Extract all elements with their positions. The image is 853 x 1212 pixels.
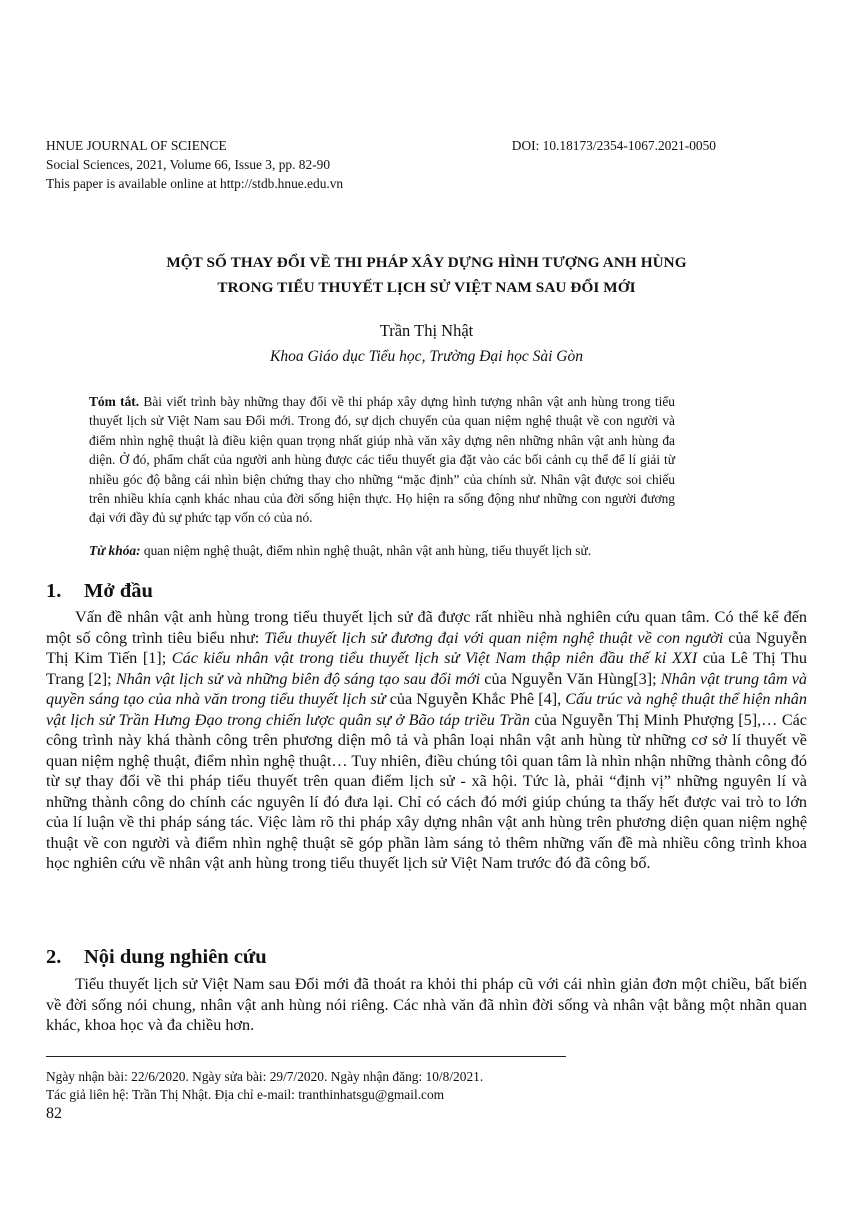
author-affiliation: Khoa Giáo dục Tiểu học, Trường Đại học Sài Gòn xyxy=(270,348,583,365)
journal-name: HNUE JOURNAL OF SCIENCE xyxy=(46,138,227,153)
s1-work-5: Cấu trúc và nghệ thuật thể hiện nhân vật lịch sử Trần Hưng Đạo trong chiến lược quân sự ở Bão táp triều Trần xyxy=(46,690,807,729)
author-name: Trần Thị Nhật xyxy=(379,321,474,340)
s1-text-1: Vấn đề nhân vật anh hùng trong tiểu thuyết lịch sử đã được rất nhiều nhà nghiên cứu quan tâm. Có thể kể đến một số công trình tiêu biểu như: xyxy=(46,608,807,647)
section-1-number: 1. xyxy=(46,580,62,602)
page-number: 82 xyxy=(46,1105,62,1122)
section-2-heading xyxy=(46,944,267,970)
keywords-label: Từ khóa: xyxy=(89,543,141,558)
s1-work-2: Các kiểu nhân vật trong tiểu thuyết lịch sử Việt Nam thập niên đầu thế kỉ XXI xyxy=(171,649,698,667)
footnote-contact: Tác giả liên hệ: Trần Thị Nhật. Địa chỉ e-mail: tranthinhatsgu@gmail.com xyxy=(46,1087,445,1102)
footnote-dates: Ngày nhận bài: 22/6/2020. Ngày sửa bài: 29/7/2020. Ngày nhận đăng: 10/8/2021. xyxy=(46,1069,484,1084)
keywords xyxy=(89,541,689,560)
s1-text-4: của Nguyễn Văn Hùng[3]; xyxy=(480,669,661,688)
journal-header xyxy=(46,136,343,193)
footnote-divider xyxy=(46,1056,566,1057)
section-2-number: 2. xyxy=(46,946,62,968)
section-2-title: Nội dung nghiên cứu xyxy=(84,946,267,968)
title-line-1: MỘT SỐ THAY ĐỔI VỀ THI PHÁP XÂY DỰNG HÌNH TƯỢNG ANH HÙNG xyxy=(166,254,687,271)
section-2-paragraph: Tiểu thuyết lịch sử Việt Nam sau Đổi mới đã thoát ra khỏi thi pháp cũ với cái nhìn giản đơn một chiều, bất biến về đời sống nói chung, nhân vật anh hùng nói riêng. Các nhà văn đã nhìn đời sống và nhân vật bằng một nhãn quan khác, khoa học và đa chiều hơn. xyxy=(46,975,807,1034)
online-availability[interactable]: This paper is available online at http://stdb.hnue.edu.vn xyxy=(46,176,344,191)
paper-title xyxy=(46,250,807,300)
section-1-paragraph xyxy=(46,607,807,874)
abstract-label: Tóm tắt. xyxy=(89,394,140,409)
journal-series: Social Sciences, 2021, Volume 66, Issue 3, pp. 82-90 xyxy=(46,157,331,172)
abstract-text: Bài viết trình bày những thay đổi về thi pháp xây dựng hình tượng nhân vật anh hùng trong tiểu thuyết lịch sử Việt Nam sau Đổi mới. Trong đó, sự dịch chuyển của quan niệm nghệ thuật về con người và điểm nhìn nghệ thuật là điều kiện quan trọng nhất giúp nhà văn xây dựng nên những nhân vật anh hùng đa diện. Ở đó, phẩm chất của người anh hùng được các tiểu thuyết gia đặt vào các bối cảnh cụ thể để lí giải từ nhiều góc độ bằng cái nhìn biện chứng thay cho những “mặc định” của chính sử. Nhân vật được soi chiếu trên nhiều khía cạnh khác nhau của đời sống hiện thực. Họ hiện ra sống động như những con người đương đại với đầy đủ sự phức tạp vốn có của nó. xyxy=(89,394,676,526)
s1-text-3: của Lê Thị Thu Trang [2]; xyxy=(46,649,807,688)
title-line-2: TRONG TIỂU THUYẾT LỊCH SỬ VIỆT NAM SAU ĐỔI MỚI xyxy=(217,279,636,296)
keywords-text: quan niệm nghệ thuật, điểm nhìn nghệ thuật, nhân vật anh hùng, tiểu thuyết lịch sử. xyxy=(140,543,592,558)
s1-text-2: của Nguyễn Thị Kim Tiến [1]; xyxy=(46,628,807,667)
doi[interactable]: DOI: 10.18173/2354-1067.2021-0050 xyxy=(511,138,716,153)
section-1-title: Mở đầu xyxy=(84,580,153,602)
section-1-heading xyxy=(46,578,153,604)
s1-work-1: Tiểu thuyết lịch sử đương đại với quan niệm nghệ thuật về con người xyxy=(264,628,724,647)
s1-work-4: Nhân vật trung tâm và quyền sáng tạo của nhà văn trong tiểu thuyết lịch sử xyxy=(46,669,807,708)
s1-text-6: của Nguyễn Thị Minh Phượng [5],… Các công trình này khá thành công trên phương diện mô tả và phân loại nhân vật anh hùng từ những cơ sở lí thuyết về quan niệm nghệ thuật, điểm nhìn nghệ thuật… Tuy nhiên, điều chúng tôi quan tâm là nhìn nhận những thành công đó từ sự thay đổi về thi pháp tiểu thuyết trên quan điểm lịch sử - xã hội. Tức là, phải “định vị” những nguyên lí và những thành công do chính các nguyên lí đó đưa lại. Chỉ có cách đó mới giúp chúng ta thấy hết được vai trò to lớn của lí luận về thi pháp sáng tác. Việc làm rõ thi pháp xây dựng nhân vật anh hùng trên phương diện quan niệm nghệ thuật về con người và điểm nhìn nghệ thuật sẽ góp phần làm sáng tỏ thêm những vấn đề mà nhiều công trình khoa học nghiên cứu về nhân vật anh hùng trong tiểu thuyết lịch sử Việt Nam trước đó đã công bố. xyxy=(46,710,807,872)
s1-work-3: Nhân vật lịch sử và những biên độ sáng tạo sau đổi mới xyxy=(115,669,481,688)
s1-text-5: của Nguyễn Khắc Phê [4], xyxy=(385,690,566,708)
abstract xyxy=(89,392,675,528)
